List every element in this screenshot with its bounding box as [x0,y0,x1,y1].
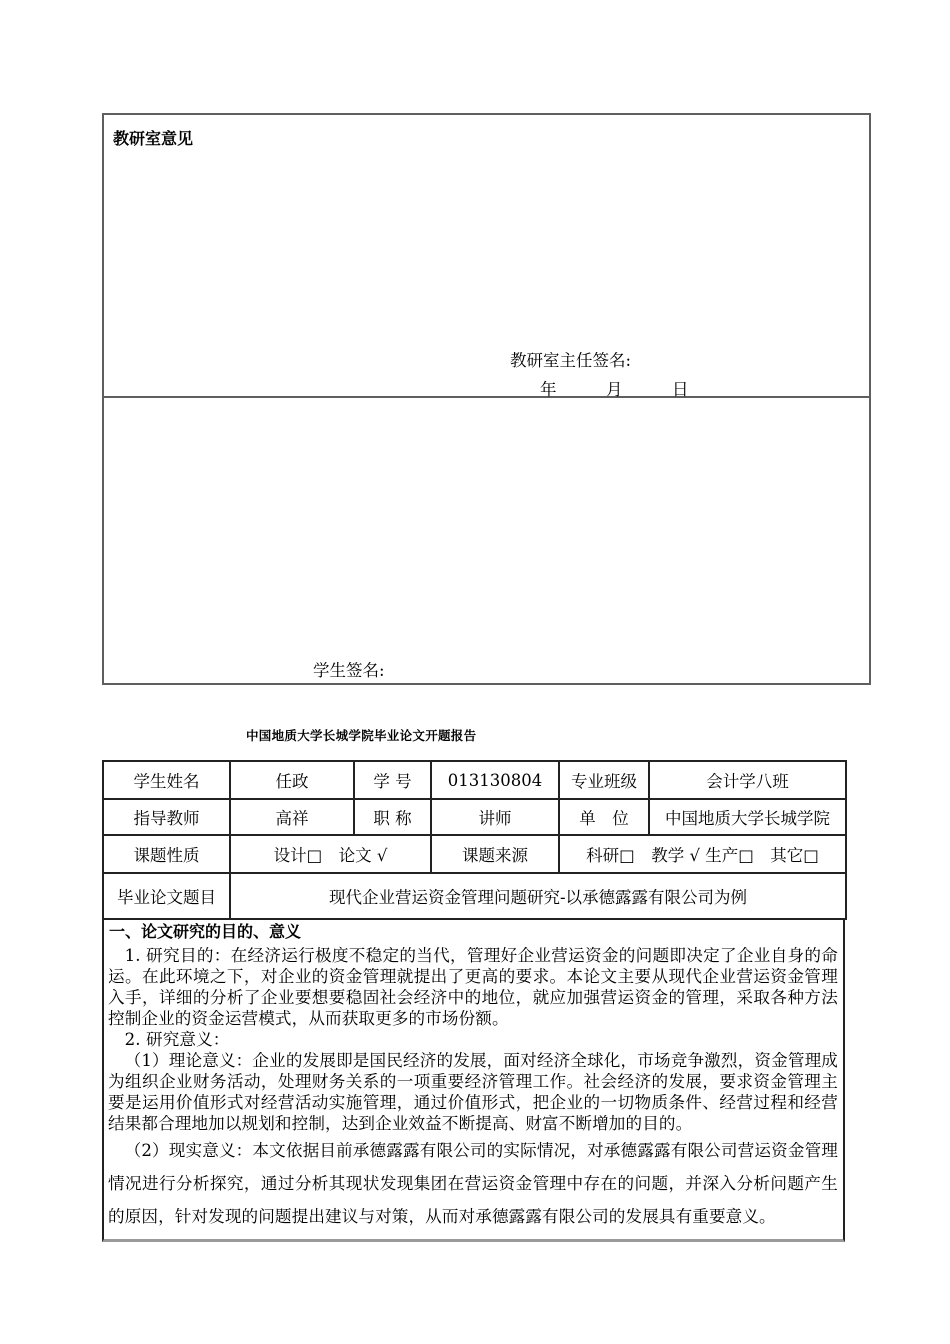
paragraph-research-purpose: 1. 研究目的：在经济运行极度不稳定的当代，管理好企业营运资金的问题即决定了企业自身的命运。在此环境之下，对企业的资金管理就提出了更高的要求。本论文主要从现代企业营运资金管理入手，详细的分析了企业要想要稳固社会经济中的地位，就应加强营运资金的管理，采取各种方法控制企业的资金运营模式，从而获取更多的市场份额。 [108,946,838,1028]
student-signature-box [102,398,871,685]
value-topic-nature-checkboxes: 设计□ 论文 √ [230,835,431,873]
teaching-office-opinion-title: 教研室意见 [113,131,194,148]
table-row-topic-nature [103,835,846,873]
value-student-name: 任政 [230,761,354,799]
table-row-student [103,761,846,799]
paragraph-research-significance-head: 2. 研究意义： [124,1030,230,1049]
label-topic-source: 课题来源 [431,835,559,873]
label-student-id: 学 号 [354,761,431,799]
value-title: 讲师 [431,799,559,835]
director-signature-label: 教研室主任签名: [510,351,632,370]
value-unit: 中国地质大学长城学院 [649,799,846,835]
label-student-name: 学生姓名 [103,761,230,799]
label-title: 职 称 [354,799,431,835]
paragraph-theoretical-significance: （1）理论意义：企业的发展即是国民经济的发展，面对经济全球化，市场竞争激烈，资金管理成为组织企业财务活动，处理财务关系的一项重要经济管理工作。社会经济的发展，要求资金管理主要是运用价值形式对经营活动实施管理，通过价值形式，把企业的一切物质条件、经营过程和经营结果都合理地加以规划和控制，达到企业效益不断提高、财富不断增加的目的。 [108,1051,838,1133]
research-purpose-section [102,920,845,1242]
value-thesis-title: 现代企业营运资金管理问题研究-以承德露露有限公司为例 [230,873,846,919]
label-topic-nature: 课题性质 [103,835,230,873]
label-unit: 单 位 [559,799,649,835]
table-row-advisor [103,799,846,835]
report-title: 中国地质大学长城学院毕业论文开题报告 [246,729,477,743]
label-major-class: 专业班级 [559,761,649,799]
report-body [102,760,845,1242]
value-student-id: 013130804 [431,761,559,799]
value-topic-source-checkboxes: 科研□ 教学 √ 生产□ 其它□ [559,835,846,873]
student-info-table [102,760,847,920]
date-placeholder-line: 年 月 日 [540,380,689,399]
paragraph-practical-significance: （2）现实意义：本文依据目前承德露露有限公司的实际情况，对承德露露有限公司营运资金管理情况进行分析探究，通过分析其现状发现集团在营运资金管理中存在的问题，并深入分析问题产生的原因，针对发现的问题提出建议与对策，从而对承德露露有限公司的发展具有重要意义。 [108,1141,838,1226]
value-major-class: 会计学八班 [649,761,846,799]
student-signature-label: 学生签名: [313,661,385,680]
teaching-office-opinion-box [102,113,871,398]
label-thesis-title: 毕业论文题目 [103,873,230,919]
section-heading: 一、论文研究的目的、意义 [109,924,302,941]
value-advisor: 高祥 [230,799,354,835]
label-advisor: 指导教师 [103,799,230,835]
table-row-thesis-title [103,873,846,919]
